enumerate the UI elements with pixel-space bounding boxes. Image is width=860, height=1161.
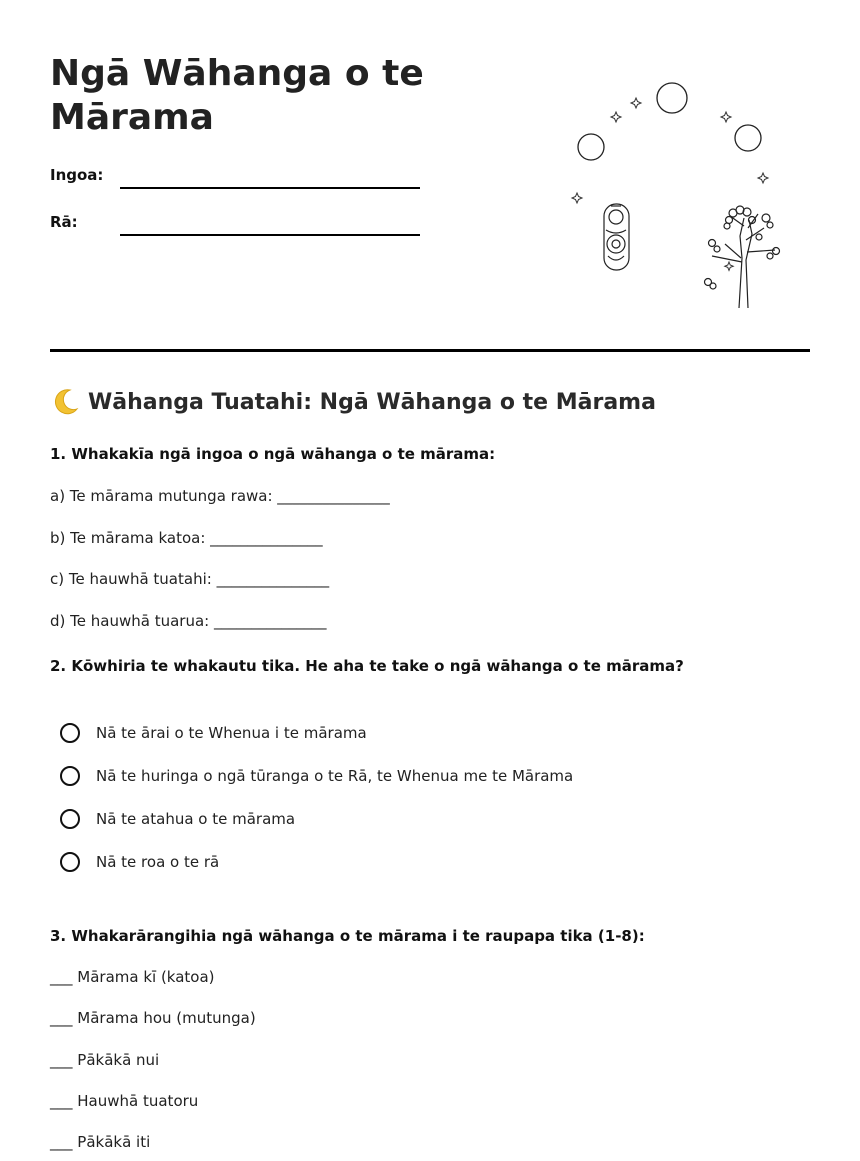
question-1-prompt: 1. Whakakīa ngā ingoa o ngā wāhanga o te mārama: (50, 445, 496, 463)
q3-item[interactable]: ___ Pākākā iti (50, 1133, 151, 1151)
q2-option-2[interactable] (60, 766, 573, 786)
q2-option-1[interactable] (60, 723, 367, 743)
name-label: Ingoa: (50, 166, 104, 184)
q3-item[interactable]: ___ Hauwhā tuatoru (50, 1092, 199, 1110)
radio-button[interactable] (60, 809, 80, 829)
option-label: Nā te ārai o te Whenua i te mārama (96, 724, 367, 742)
q3-item[interactable]: ___ Pākākā nui (50, 1051, 160, 1069)
carved-figure-icon (604, 204, 629, 270)
page-title: Ngā Wāhanga o te Mārama (50, 53, 424, 138)
header-divider (50, 349, 810, 352)
moon-top-icon (657, 83, 687, 113)
question-2-prompt: 2. Kōwhiria te whakautu tika. He aha te take o ngā wāhanga o te mārama? (50, 657, 684, 675)
q1-item-d[interactable]: d) Te hauwhā tuarua: _______________ (50, 612, 327, 630)
moon-left-icon (578, 134, 604, 160)
section-title: Wāhanga Tuatahi: Ngā Wāhanga o te Mārama (88, 389, 656, 415)
name-answer-line[interactable] (120, 187, 420, 189)
q1-item-b[interactable]: b) Te mārama katoa: _______________ (50, 529, 323, 547)
q1-item-c[interactable]: c) Te hauwhā tuatahi: _______________ (50, 570, 330, 588)
radio-button[interactable] (60, 766, 80, 786)
question-3-prompt: 3. Whakarārangihia ngā wāhanga o te mārama i te raupapa tika (1-8): (50, 927, 645, 945)
date-answer-line[interactable] (120, 234, 420, 236)
q1-item-a[interactable]: a) Te mārama mutunga rawa: _______________ (50, 487, 390, 505)
date-label: Rā: (50, 213, 78, 231)
q3-item[interactable]: ___ Mārama kī (katoa) (50, 968, 215, 986)
q3-item[interactable]: ___ Mārama hou (mutunga) (50, 1009, 256, 1027)
sparkle-stars-icon (572, 98, 768, 270)
radio-button[interactable] (60, 852, 80, 872)
radio-button[interactable] (60, 723, 80, 743)
moon-phases-illustration (560, 75, 800, 315)
q2-option-3[interactable] (60, 809, 295, 829)
option-label: Nā te huringa o ngā tūranga o te Rā, te Whenua me te Mārama (96, 767, 574, 785)
q2-option-4[interactable] (60, 852, 219, 872)
moon-right-icon (735, 125, 761, 151)
tree-icon (705, 206, 780, 308)
option-label: Nā te roa o te rā (96, 853, 220, 871)
crescent-moon-icon (50, 387, 80, 417)
section-heading (50, 387, 656, 417)
option-label: Nā te atahua o te mārama (96, 810, 296, 828)
